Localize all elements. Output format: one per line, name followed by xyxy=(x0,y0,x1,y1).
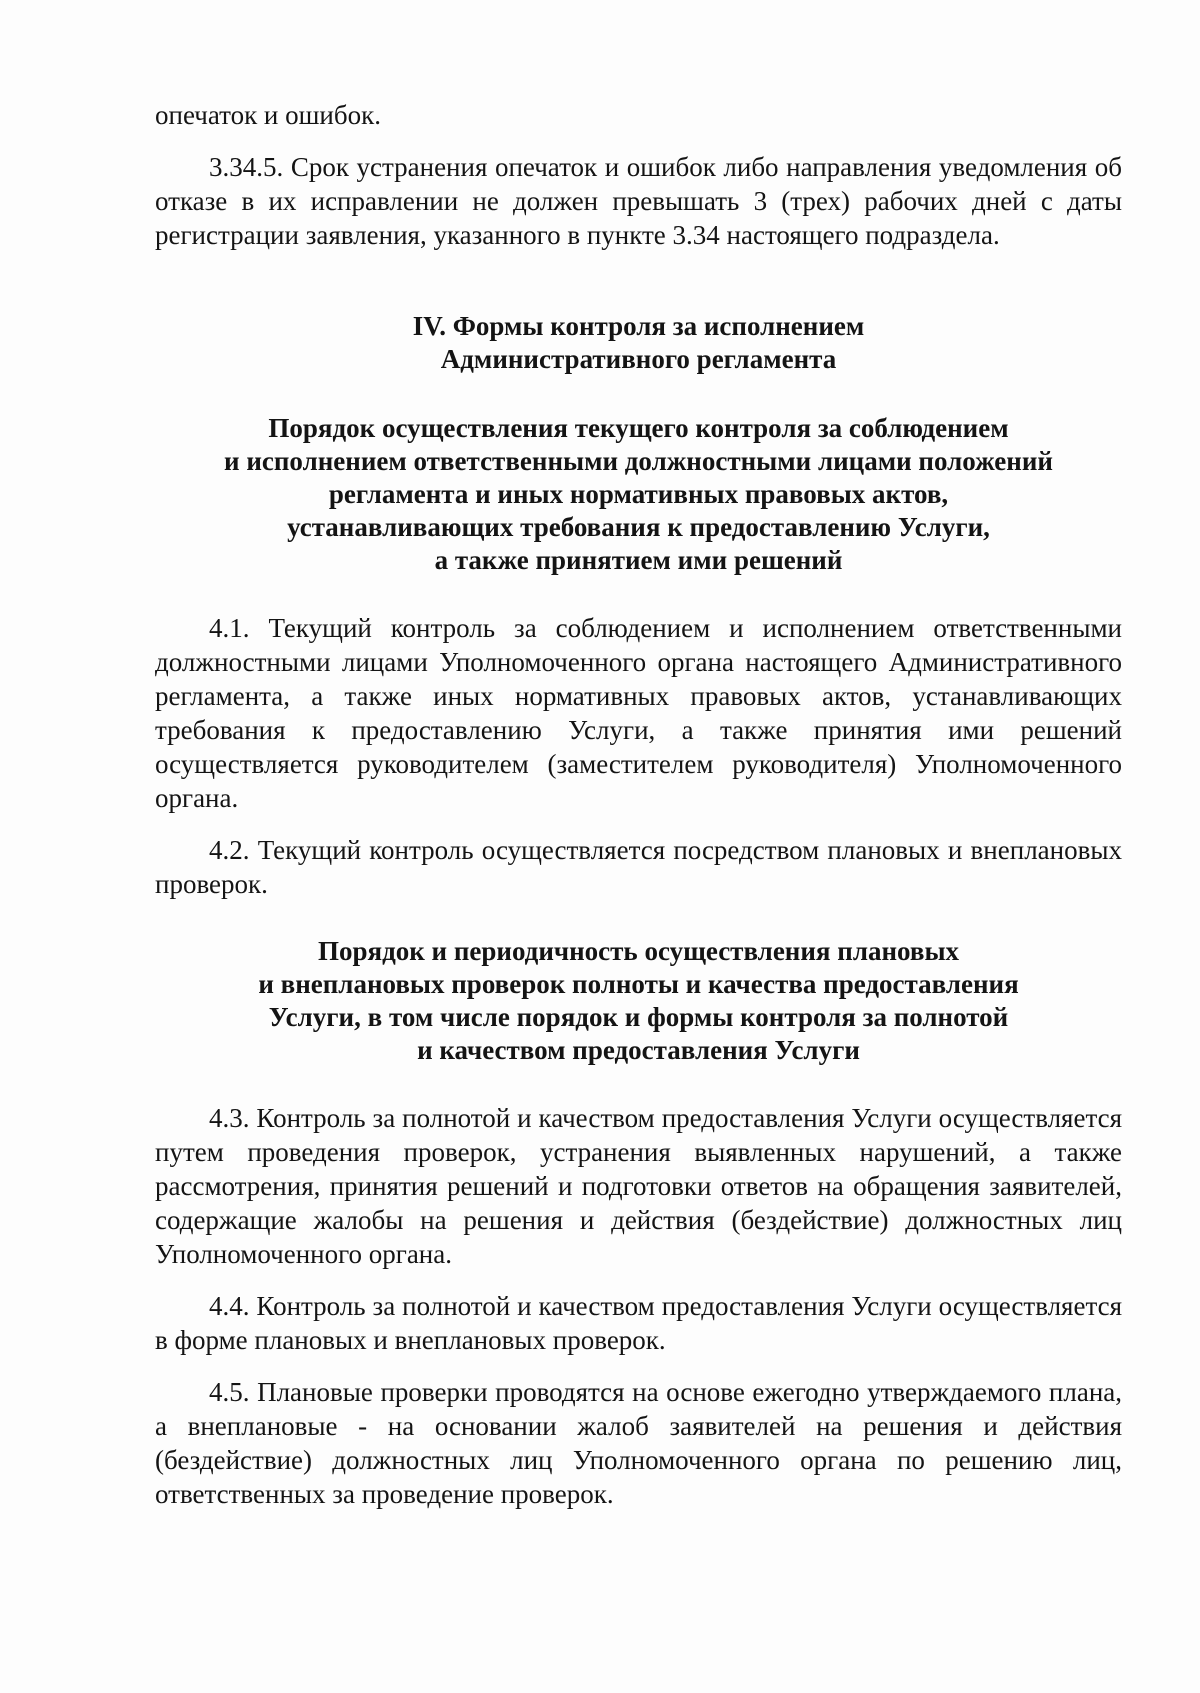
paragraph-4-2: 4.2. Текущий контроль осуществляется посредством плановых и внеплановых проверок. xyxy=(155,835,1122,899)
paragraph-4-5: 4.5. Плановые проверки проводятся на основе ежегодно утверждаемого плана, а внеплановые - на основании жалоб заявителей на решения и действия (бездействие) должностных лиц Уполномоченного органа по решению лиц, ответственных за проведение проверок. xyxy=(155,1377,1122,1509)
heading-line: регламента и иных нормативных правовых актов, xyxy=(328,479,949,509)
paragraph-4-4: 4.4. Контроль за полнотой и качеством предоставления Услуги осуществляется в форме плановых и внеплановых проверок. xyxy=(155,1291,1122,1355)
heading-line: устанавливающих требования к предоставлению Услуги, xyxy=(287,512,990,542)
heading-line: и исполнением ответственными должностными лицами положений xyxy=(224,446,1053,476)
continuation-text: опечаток и ошибок. xyxy=(155,100,381,130)
heading-line: и качеством предоставления Услуги xyxy=(417,1035,860,1065)
paragraph-4-3: 4.3. Контроль за полнотой и качеством предоставления Услуги осуществляется путем проведения проверок, устранения выявленных нарушений, а также рассмотрения, принятия решений и подготовки ответов на обращения заявителей, содержащие жалобы на решения и действия (бездействие) должностных лиц Уполномоченного органа. xyxy=(155,1103,1122,1269)
page-content xyxy=(155,98,1122,1511)
paragraph-4-1: 4.1. Текущий контроль за соблюдением и исполнением ответственными должностными лицами Уполномоченного органа настоящего Административного регламента, а также иных нормативных правовых актов, устанавливающих требования к предоставлению Услуги, а также принятия ими решений осуществляется руководителем (заместителем руководителя) Уполномоченного органа. xyxy=(155,613,1122,813)
subsection-heading-current-control xyxy=(155,412,1122,577)
section-title xyxy=(155,310,1122,376)
heading-line: Порядок осуществления текущего контроля за соблюдением xyxy=(268,413,1009,443)
heading-line: и внеплановых проверок полноты и качества предоставления xyxy=(258,969,1019,999)
heading-line: Порядок и периодичность осуществления плановых xyxy=(317,936,960,966)
section-title-line: IV. Формы контроля за исполнением xyxy=(412,311,865,341)
heading-line: Услуги, в том числе порядок и формы контроля за полнотой xyxy=(268,1002,1009,1032)
section-title-line: Административного регламента xyxy=(440,344,837,374)
heading-line: а также принятием ими решений xyxy=(434,545,843,575)
subsection-heading-inspections xyxy=(155,935,1122,1067)
paragraph-3-34-5: 3.34.5. Срок устранения опечаток и ошибок либо направления уведомления об отказе в их исправлении не должен превышать 3 (трех) рабочих дней с даты регистрации заявления, указанного в пункте 3.34 настоящего подраздела. xyxy=(155,152,1122,250)
